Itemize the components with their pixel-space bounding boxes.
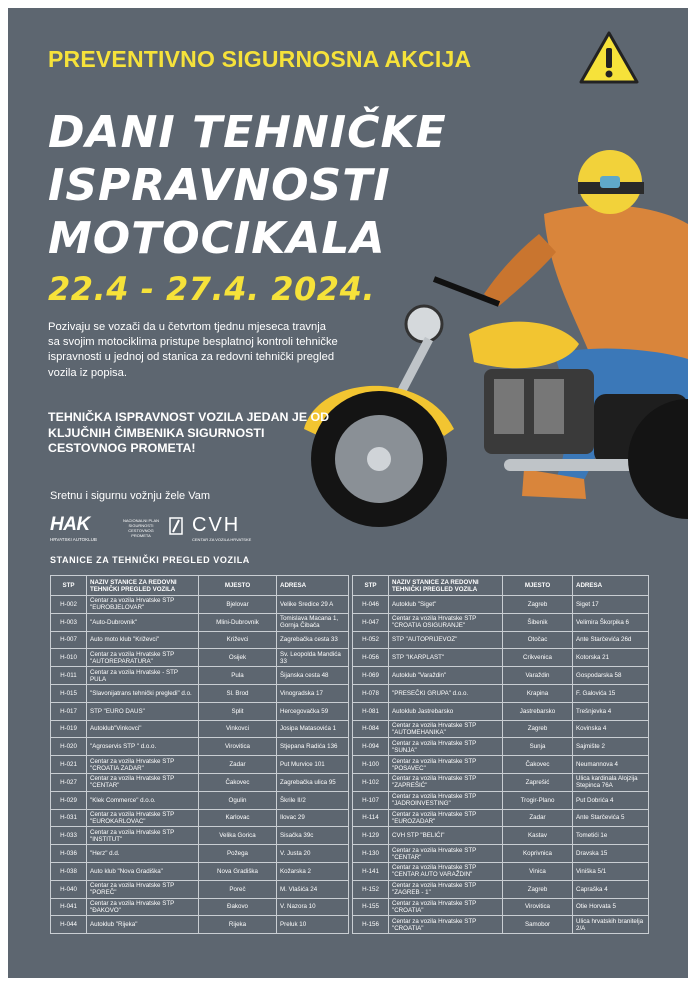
header-stp: STP — [51, 576, 87, 596]
cell-name: Centar za vozila Hrvatske STP "EUROKARLOVAC" — [87, 809, 199, 827]
table-row — [353, 667, 649, 685]
table-row — [353, 702, 649, 720]
table-row — [51, 702, 349, 720]
cell-name: Centar za vozila Hrvatske STP "POREČ" — [87, 880, 199, 898]
table-row — [51, 631, 349, 649]
cell-address: Tometići 1e — [573, 827, 649, 845]
cell-city: Sunja — [503, 738, 573, 756]
header-city: MJESTO — [503, 576, 573, 596]
cell-stp: H-033 — [51, 827, 87, 845]
cell-stp: H-081 — [353, 702, 389, 720]
cell-address: Otie Horvata 5 — [573, 898, 649, 916]
cell-stp: H-038 — [51, 862, 87, 880]
cell-name: Centar za vozila Hrvatske STP "CENTAR AUTO VARAŽDIN" — [389, 862, 503, 880]
table-row — [51, 649, 349, 667]
cell-stp: H-152 — [353, 880, 389, 898]
cell-city: Požega — [199, 845, 277, 863]
cell-name: "Agroservis STP " d.o.o. — [87, 738, 199, 756]
cell-city: Trogir-Plano — [503, 791, 573, 809]
cell-address: Velike Sredice 29 A — [277, 596, 349, 614]
header-city: MJESTO — [199, 576, 277, 596]
table-row — [51, 756, 349, 774]
cell-name: Autoklub "Rijeka" — [87, 916, 199, 934]
hak-logo: HAK — [50, 514, 90, 535]
cell-city: Nova Gradiška — [199, 862, 277, 880]
safety-slogan: TEHNIČKA ISPRAVNOST VOZILA JEDAN JE OD KLJUČNIH ČIMBENIKA SIGURNOSTI CESTOVNOG PROMETA! — [48, 410, 330, 455]
intro-text: Pozivaju se vozači da u četvrtom tjednu mjeseca travnja sa svojim motociklima pristupe besplatnoj kontroli tehničke ispravnosti u jednoj od stanica za redovni tehnički pregled vozila iz popisa. — [48, 321, 338, 379]
cell-stp: H-100 — [353, 756, 389, 774]
cell-stp: H-019 — [51, 720, 87, 738]
cell-address: V. Nazora 10 — [277, 898, 349, 916]
cell-stp: H-056 — [353, 649, 389, 667]
cell-stp: H-130 — [353, 845, 389, 863]
cell-address: Vinogradska 17 — [277, 684, 349, 702]
cell-name: Centar za vozila Hrvatske STP "AUTOMEHANIKA" — [389, 720, 503, 738]
cell-city: Split — [199, 702, 277, 720]
cell-city: Pula — [199, 667, 277, 685]
cell-stp: H-052 — [353, 631, 389, 649]
motorcycle-illustration — [294, 144, 688, 564]
cell-stp: H-046 — [353, 596, 389, 614]
cell-name: Centar za vozila Hrvatske STP "EUROZADAR" — [389, 809, 503, 827]
cell-city: Poreč — [199, 880, 277, 898]
header-address: ADRESA — [573, 576, 649, 596]
cell-city: Karlovac — [199, 809, 277, 827]
cell-stp: H-031 — [51, 809, 87, 827]
cell-stp: H-011 — [51, 667, 87, 685]
cell-city: Kastav — [503, 827, 573, 845]
table-row — [51, 898, 349, 916]
cell-city: Crikvenica — [503, 649, 573, 667]
cell-name: Centar za vozila Hrvatske STP "CENTAR" — [389, 845, 503, 863]
cell-stp: H-003 — [51, 613, 87, 631]
cell-address: Josipa Matasovića 1 — [277, 720, 349, 738]
table-row — [51, 809, 349, 827]
table-row — [51, 862, 349, 880]
table-row — [51, 596, 349, 614]
cell-address: Trešnjevka 4 — [573, 702, 649, 720]
cell-city: Vinkovci — [199, 720, 277, 738]
cell-city: Zaprešić — [503, 773, 573, 791]
table-row — [353, 773, 649, 791]
campaign-label: PREVENTIVNO SIGURNOSNA AKCIJA — [48, 46, 472, 72]
table-row — [353, 880, 649, 898]
event-dates: 22.4 - 27.4. 2024. — [48, 270, 375, 308]
cell-address: Ulica kardinala Alojzija Stepinca 76A — [573, 773, 649, 791]
cell-stp: H-155 — [353, 898, 389, 916]
cell-address: Viniška 5/1 — [573, 862, 649, 880]
cell-city: Virovitica — [503, 898, 573, 916]
cell-address: Kovinska 4 — [573, 720, 649, 738]
cell-name: "Klek Commerce" d.o.o. — [87, 791, 199, 809]
cell-name: "Slavonijatrans tehnički pregledi" d.o. — [87, 684, 199, 702]
cell-city: Samobor — [503, 916, 573, 934]
table-row — [353, 916, 649, 934]
cell-city: Rijeka — [199, 916, 277, 934]
cell-city: Ogulin — [199, 791, 277, 809]
cell-address: Velimira Škorpika 6 — [573, 613, 649, 631]
cell-name: "PRESEČKI GRUPA" d.o.o. — [389, 684, 503, 702]
cvh-logo: CVH — [192, 514, 241, 536]
cell-name: Centar za vozila Hrvatske STP "INSTITUT" — [87, 827, 199, 845]
cell-name: Autoklub "Siget" — [389, 596, 503, 614]
cell-name: Autoklub "Varaždin" — [389, 667, 503, 685]
table-row — [353, 862, 649, 880]
cell-stp: H-017 — [51, 702, 87, 720]
table-row — [51, 684, 349, 702]
wish-text: Sretnu i sigurnu vožnju žele Vam — [50, 490, 210, 502]
cell-stp: H-114 — [353, 809, 389, 827]
cell-stp: H-002 — [51, 596, 87, 614]
table-row — [353, 596, 649, 614]
cell-name: Centar za vozila Hrvatske STP "CENTAR" — [87, 773, 199, 791]
table-row — [353, 613, 649, 631]
table-row — [353, 898, 649, 916]
cell-address: Ulica hrvatskih branitelja 2/A — [573, 916, 649, 934]
cell-city: Čakovec — [503, 756, 573, 774]
cell-address: Ante Starčevića 26d — [573, 631, 649, 649]
cell-name: Centar za vozila Hrvatske - STP PULA — [87, 667, 199, 685]
table-row — [353, 756, 649, 774]
cell-stp: H-027 — [51, 773, 87, 791]
table-row — [353, 631, 649, 649]
cell-address: F. Galovića 15 — [573, 684, 649, 702]
cell-city: Krapina — [503, 684, 573, 702]
cell-name: Centar za vozila Hrvatske STP "CROATIA ZADAR" — [87, 756, 199, 774]
cell-city: Velika Gorica — [199, 827, 277, 845]
cell-address: Zagrebačka cesta 33 — [277, 631, 349, 649]
cell-city: Čakovec — [199, 773, 277, 791]
cell-name: Centar za vozila Hrvatske STP "ZAGREB - 1" — [389, 880, 503, 898]
cell-address: Škrile II/2 — [277, 791, 349, 809]
table-row — [51, 845, 349, 863]
np-logo-icon — [168, 516, 184, 536]
cell-name: "Auto-Dubrovnik" — [87, 613, 199, 631]
cell-address: Zagrebačka ulica 95 — [277, 773, 349, 791]
cell-stp: H-015 — [51, 684, 87, 702]
cell-city: Zadar — [199, 756, 277, 774]
cell-city: Mlini-Dubrovnik — [199, 613, 277, 631]
cell-name: Centar za vozila Hrvatske STP "CROATIA" — [389, 916, 503, 934]
cell-name: Autoklub"Vinkovci" — [87, 720, 199, 738]
cell-address: Neumannova 4 — [573, 756, 649, 774]
table-header-row — [51, 576, 349, 596]
cell-stp: H-129 — [353, 827, 389, 845]
cell-stp: H-102 — [353, 773, 389, 791]
np-logo-text: NACIONALNI PLAN SIGURNOSTI CESTOVNOG PROMETA — [122, 518, 159, 538]
cell-address: Capraška 4 — [573, 880, 649, 898]
cell-address: Šijanska cesta 48 — [277, 667, 349, 685]
cell-address: Siget 17 — [573, 596, 649, 614]
table-row — [51, 773, 349, 791]
cell-stp: H-094 — [353, 738, 389, 756]
cell-stp: H-107 — [353, 791, 389, 809]
cell-city: Bjelovar — [199, 596, 277, 614]
cell-name: Auto klub "Nova Gradiška" — [87, 862, 199, 880]
cell-address: Kotorska 21 — [573, 649, 649, 667]
table-row — [51, 827, 349, 845]
cell-address: V. Justa 20 — [277, 845, 349, 863]
cell-name: Centar za vozila Hrvatske STP "JADROINVESTING" — [389, 791, 503, 809]
stations-table-right — [352, 575, 649, 934]
header-name: NAZIV STANICE ZA REDOVNI TEHNIČKI PREGLED VOZILA — [389, 576, 503, 596]
table-row — [353, 738, 649, 756]
cell-city: Zagreb — [503, 596, 573, 614]
cell-stp: H-040 — [51, 880, 87, 898]
table-row — [353, 649, 649, 667]
cell-city: Koprivnica — [503, 845, 573, 863]
cell-city: Zadar — [503, 809, 573, 827]
cell-city: Zagreb — [503, 720, 573, 738]
cell-stp: H-078 — [353, 684, 389, 702]
cell-city: Jastrebarsko — [503, 702, 573, 720]
cell-name: Centar za vozila Hrvatske STP "ZAPREŠIĆ" — [389, 773, 503, 791]
cell-name: "Herz" d.d. — [87, 845, 199, 863]
cell-address: Sajmište 2 — [573, 738, 649, 756]
cell-address: Sisačka 39c — [277, 827, 349, 845]
poster — [8, 8, 688, 978]
cell-name: Centar za vozila Hrvatske STP "SUNJA" — [389, 738, 503, 756]
cell-address: Stjepana Radića 136 — [277, 738, 349, 756]
cell-address: Put Murvice 101 — [277, 756, 349, 774]
cell-name: STP "AUTOPRIJEVOZ" — [389, 631, 503, 649]
cell-name: STP "EURO DAUS" — [87, 702, 199, 720]
cell-address: Ilovac 29 — [277, 809, 349, 827]
cell-name: CVH STP "BELIĆI" — [389, 827, 503, 845]
cell-city: Otočac — [503, 631, 573, 649]
cell-address: Dravska 15 — [573, 845, 649, 863]
table-row — [51, 613, 349, 631]
table-row — [51, 791, 349, 809]
cell-city: Sl. Brod — [199, 684, 277, 702]
cell-stp: H-020 — [51, 738, 87, 756]
cell-address: M. Vlašića 24 — [277, 880, 349, 898]
table-row — [353, 845, 649, 863]
table-row — [353, 684, 649, 702]
cell-city: Zagreb — [503, 880, 573, 898]
cell-name: Centar za vozila Hrvatske STP "ĐAKOVO" — [87, 898, 199, 916]
table-row — [51, 738, 349, 756]
cell-name: Centar za vozila Hrvatske STP "POSAVEC" — [389, 756, 503, 774]
cell-city: Virovitica — [199, 738, 277, 756]
cell-city: Varaždin — [503, 667, 573, 685]
title-line-2: ISPRAVNOSTI — [48, 160, 391, 211]
stations-section-title: STANICE ZA TEHNIČKI PREGLED VOZILA — [50, 555, 250, 565]
cell-address: Tomislava Macana 1, Gornja Čibača — [277, 613, 349, 631]
cell-address: Sv. Leopolda Mandića 33 — [277, 649, 349, 667]
cell-city: Vinica — [503, 862, 573, 880]
stations-table-left — [50, 575, 349, 934]
cell-stp: H-047 — [353, 613, 389, 631]
cell-city: Osijek — [199, 649, 277, 667]
cell-stp: H-010 — [51, 649, 87, 667]
cell-name: Centar za vozila Hrvatske STP "CROATIA" — [389, 898, 503, 916]
table-row — [353, 720, 649, 738]
cell-address: Ante Starčevića 5 — [573, 809, 649, 827]
cell-name: Centar za vozila Hrvatske STP "EUROBJELOVAR" — [87, 596, 199, 614]
header-name: NAZIV STANICE ZA REDOVNI TEHNIČKI PREGLED VOZILA — [87, 576, 199, 596]
cell-stp: H-084 — [353, 720, 389, 738]
table-row — [353, 827, 649, 845]
title-line-3: MOTOCIKALA — [48, 213, 386, 264]
cell-city: Šibenik — [503, 613, 573, 631]
header-address: ADRESA — [277, 576, 349, 596]
cell-stp: H-041 — [51, 898, 87, 916]
table-row — [51, 667, 349, 685]
cell-city: Križevci — [199, 631, 277, 649]
header-stp: STP — [353, 576, 389, 596]
cell-name: Autoklub Jastrebarsko — [389, 702, 503, 720]
cell-stp: H-021 — [51, 756, 87, 774]
cvh-logo-subtitle: CENTAR ZA VOZILA HRVATSKE — [192, 537, 252, 542]
cell-address: Kožarska 2 — [277, 862, 349, 880]
table-row — [51, 720, 349, 738]
cell-name: Centar za vozila Hrvatske STP "AUTOREPARATURA" — [87, 649, 199, 667]
cell-stp: H-029 — [51, 791, 87, 809]
table-header-row — [353, 576, 649, 596]
table-row — [51, 880, 349, 898]
cell-address: Preluk 10 — [277, 916, 349, 934]
cell-stp: H-007 — [51, 631, 87, 649]
table-row — [353, 791, 649, 809]
cell-name: STP "IKARPLAST" — [389, 649, 503, 667]
cell-stp: H-044 — [51, 916, 87, 934]
cell-city: Đakovo — [199, 898, 277, 916]
cell-name: Auto moto klub "Križevci" — [87, 631, 199, 649]
title-line-1: DANI TEHNIČKE — [48, 107, 447, 158]
cell-address: Put Dobrića 4 — [573, 791, 649, 809]
cell-name: Centar za vozila Hrvatske STP "CROATIA OSIGURANJE" — [389, 613, 503, 631]
cell-address: Gospodarska 58 — [573, 667, 649, 685]
table-row — [51, 916, 349, 934]
cell-stp: H-141 — [353, 862, 389, 880]
cell-address: Hercegovačka 59 — [277, 702, 349, 720]
cell-stp: H-069 — [353, 667, 389, 685]
cell-stp: H-036 — [51, 845, 87, 863]
table-row — [353, 809, 649, 827]
cell-stp: H-156 — [353, 916, 389, 934]
warning-icon — [578, 30, 640, 86]
hak-logo-subtitle: HRVATSKI AUTOKLUB — [50, 537, 97, 542]
